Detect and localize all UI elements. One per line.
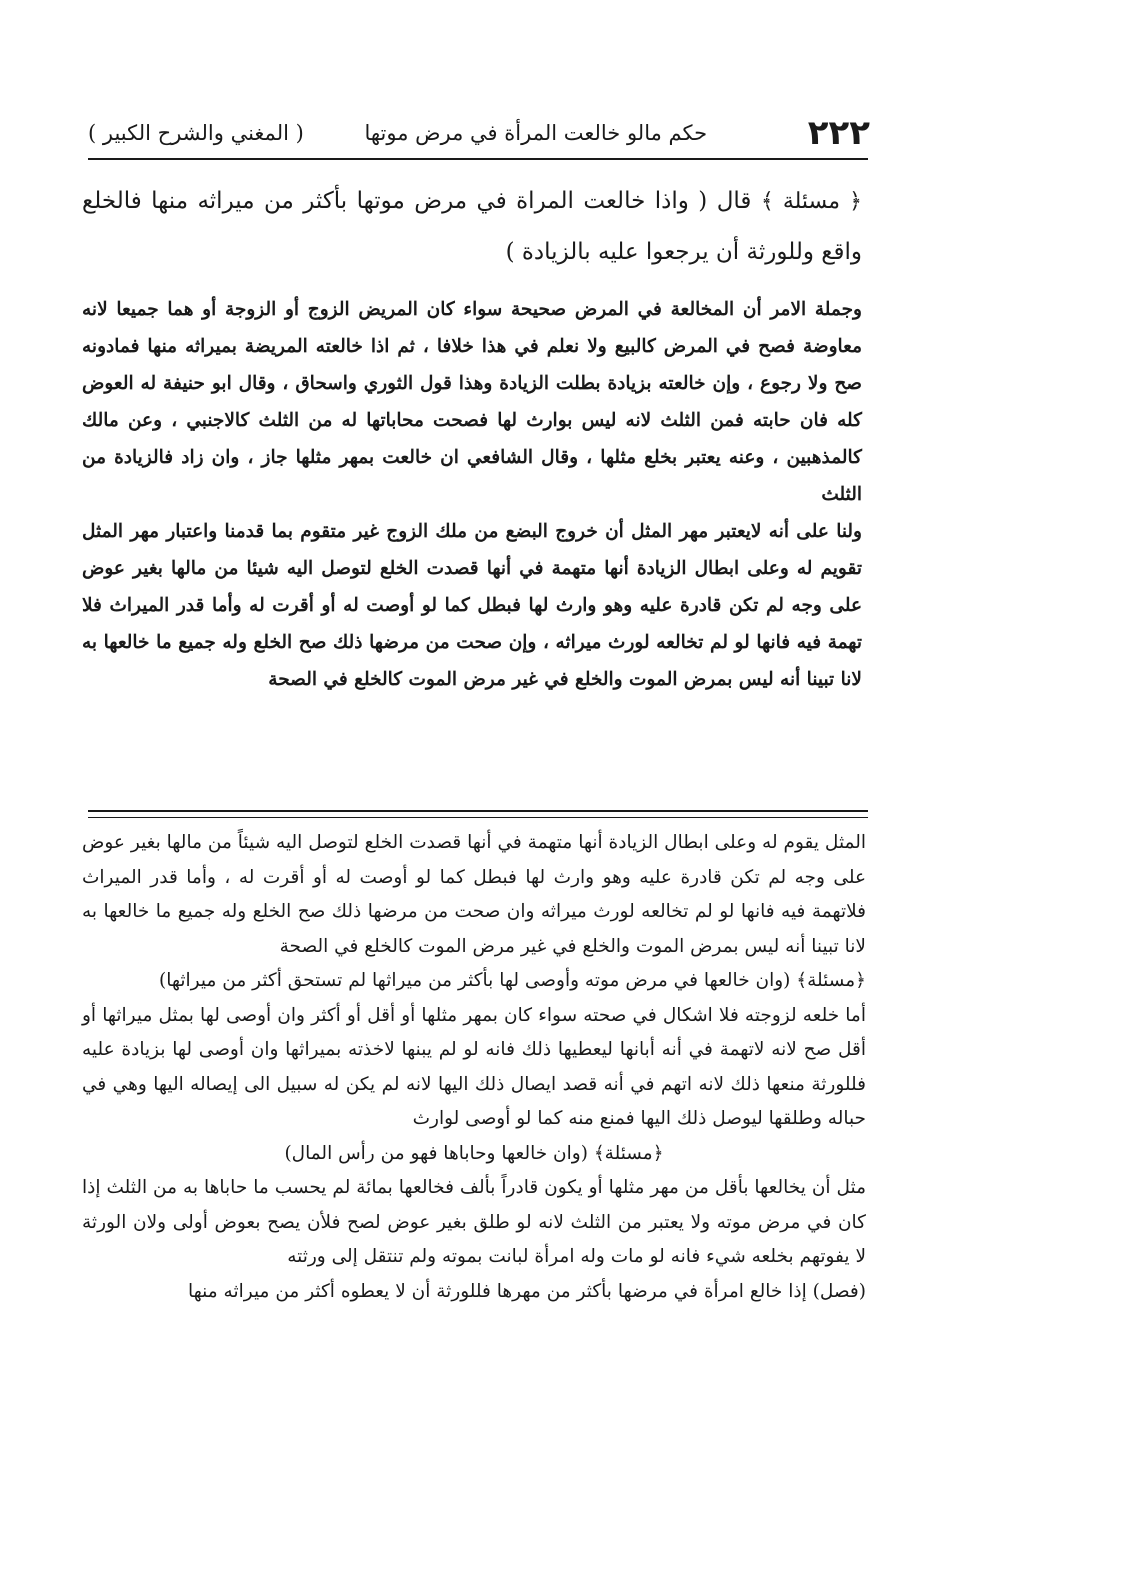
masala-paragraph [82,1137,866,1172]
double-rule [88,810,868,818]
page-header [88,108,870,158]
fasl-paragraph: (فصل) إذا خالع امرأة في مرضها بأكثر من مهرها فللورثة أن لا يعطوه أكثر من ميراثه منها [188,1280,866,1302]
lower-section [82,826,866,1309]
masala-text: قال ( واذا خالعت المراة في مرض موتها بأكثر من ميراثه منها فالخلع واقع وللورثة أن يرجعوا عليه بالزيادة ) [82,188,862,265]
masala-marker: ﴿مسئلة﴾ [796,970,866,991]
lower-paragraph: أما خلعه لزوجته فلا اشكال في صحته سواء كان بمهر مثلها أو أقل أو أكثر وان أوصى لها بمثل ميراثها أو أقل صح لانه لاتهمة في أنه أبانها ليعطيها ذلك فانه لو لم يبنها لاخذته بميراثها وان أوصى لها بزيادة عليه فللورثة منعها ذلك لانه اتهم في أنه قصد ايصال ذلك اليها لانه لم يكن له سبيل الى إيصاله اليها وهي في حباله وطلقها ليوصل ذلك اليها فمنع منه كما لو أوصى لوارث [82,1004,866,1129]
upper-section [82,176,862,698]
running-title: حكم مالو خالعت المرأة في مرض موتها [364,121,708,145]
masala-paragraph [82,176,862,277]
body-paragraph: ولنا على أنه لايعتبر مهر المثل أن خروج البضع من ملك الزوج غير متقوم بما قدمنا واعتبار مهر المثل تقويم له وعلى ابطال الزيادة أنها متهمة في أنها قصدت الخلع لتوصل اليه شيئا من مالها بغير عوض على وجه لم تكن قادرة عليه وهو وارث لها فبطل كما لو أوصت له أو أقرت له وأما قدر الميراث فلا تهمة فيه فانها لو لم تخالعه لورث ميراثه ، وإن صحت من مرضها ذلك صح الخلع وله جميع ما خالعها به لانا تبينا أنه ليس بمرض الموت والخلع في غير مرض الموت كالخلع في الصحة [82,521,862,690]
masala-marker: ﴿ مسئلة ﴾ [760,189,862,214]
masala-marker: ﴿مسئلة﴾ [593,1142,664,1164]
body-paragraph: وجملة الامر أن المخالعة في المرض صحيحة سواء كان المريض الزوج أو الزوجة أو هما جميعا لانه معاوضة فصح في المرض كالبيع ولا نعلم في هذا خلافا ، ثم اذا خالعته المريضة بميراثه منها فمادونه صح ولا رجوع ، وإن خالعته بزيادة بطلت الزيادة وهذا قول الثوري واسحاق ، وقال ابو حنيفة له العوض كله فان حابته فمن الثلث لانه ليس بوارث لها فصحت محاباتها له من الثلث كالاجنبي ، وعن مالك كالمذهبين ، وعنه يعتبر بخلع مثلها ، وقال الشافعي ان خالعت بمهر مثلها جاز ، وان زاد فالزيادة من الثلث [82,299,862,505]
masala-text: (وان خالعها في مرض موته وأوصى لها بأكثر من ميراثها لم تستحق أكثر من ميراثها) [158,970,791,991]
header-rule [88,158,868,160]
masala-paragraph [82,964,866,999]
section-divider [88,810,868,818]
lower-paragraph: المثل يقوم له وعلى ابطال الزيادة أنها متهمة في أنها قصدت الخلع لتوصل اليه شيئاً من مالها بغير عوض على وجه لم تكن قادرة عليه وهو وارث لها فبطل كما لو أوصت له أو أقرت له ، وأما قدر الميراث فلاتهمة فيه فانها لو لم تخالعه لورث ميراثه وان صحت من مرضها ذلك صح الخلع وله جميع ما خالعها به لانا تبينا أنه ليس بمرض الموت والخلع في غير مرض الموت كالخلع في الصحة [82,832,866,957]
page-number: ٢٢٢ [807,113,870,153]
lower-paragraph: مثل أن يخالعها بأقل من مهر مثلها أو يكون قادراً بألف فخالعها بمائة لم يحسب ما حاباها به من الثلث إذا كان في مرض موته ولا يعتبر من الثلث لانه لو طلق بغير عوض لصح فلأن يصح بعوض أولى ولان الورثة لا يفوتهم بخلعه شيء فانه لو مات وله امرأة لبانت بموته ولم تنتقل إلى ورثته [82,1177,866,1267]
masala-text: (وان خالعها وحاباها فهو من رأس المال) [284,1142,588,1164]
book-title: ( المغني والشرح الكبير ) [88,121,304,145]
